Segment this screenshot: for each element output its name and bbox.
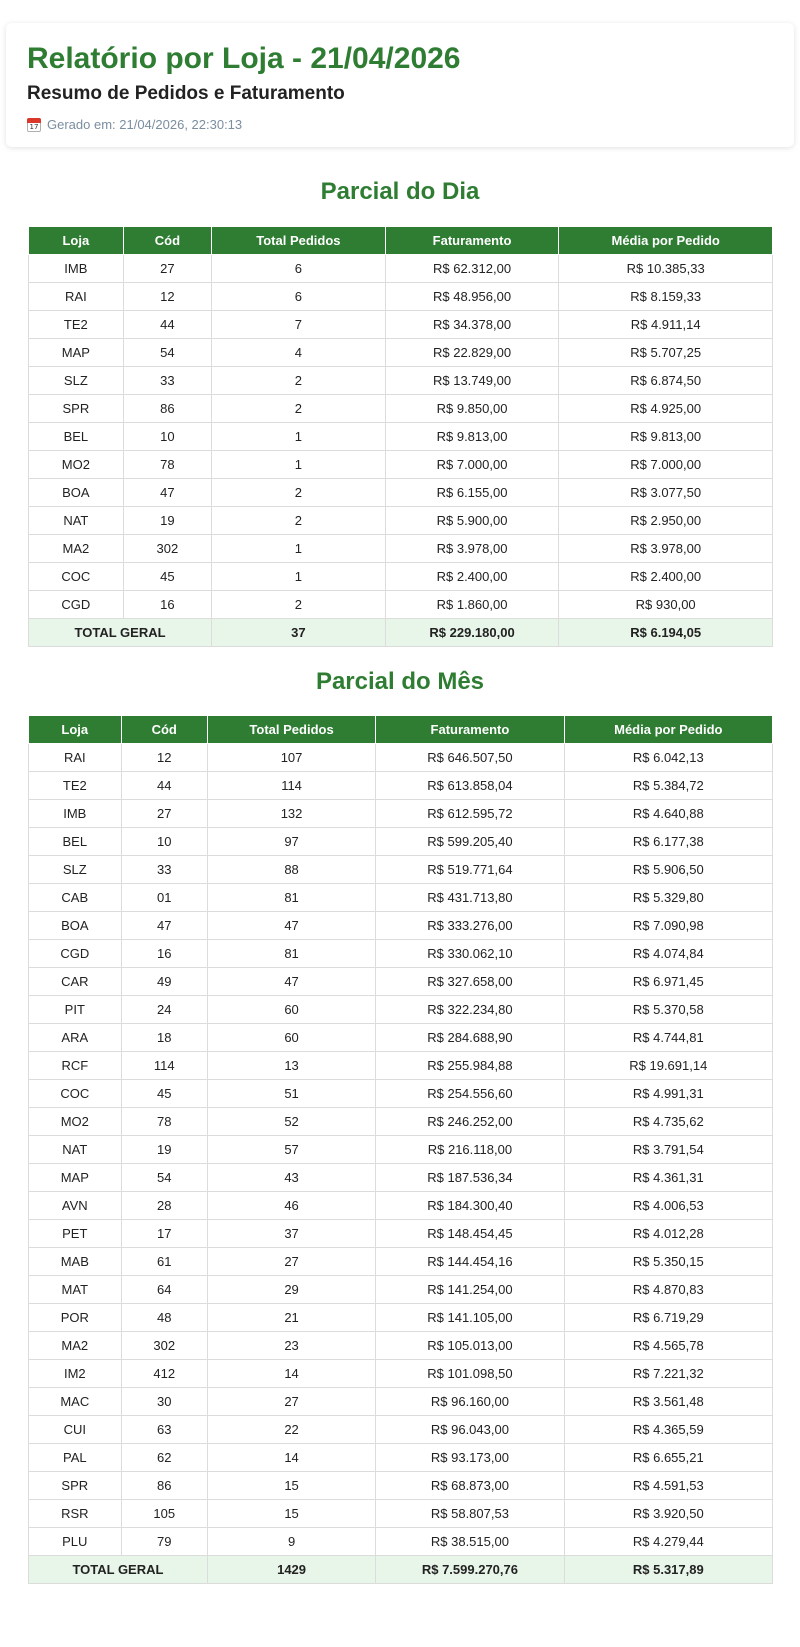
cell-cod: 54 — [123, 339, 211, 367]
cell-total-pedidos: 132 — [207, 800, 375, 828]
table-row — [29, 591, 773, 619]
cell-total-pedidos: 14 — [207, 1444, 375, 1472]
cell-faturamento: R$ 101.098,50 — [376, 1360, 564, 1388]
cell-total-pedidos: 46 — [207, 1192, 375, 1220]
cell-media: R$ 5.707,25 — [559, 339, 773, 367]
cell-total-pedidos: 9 — [207, 1528, 375, 1556]
cell-media: R$ 5.329,80 — [564, 884, 772, 912]
column-header-total-pedidos: Total Pedidos — [207, 716, 375, 744]
cell-faturamento: R$ 2.400,00 — [385, 563, 559, 591]
cell-media: R$ 7.090,98 — [564, 912, 772, 940]
cell-total-pedidos: 1 — [212, 563, 386, 591]
cell-loja: BOA — [29, 912, 122, 940]
cell-faturamento: R$ 5.900,00 — [385, 507, 559, 535]
cell-faturamento: R$ 105.013,00 — [376, 1332, 564, 1360]
table-row — [29, 1052, 773, 1080]
generated-text: Gerado em: 21/04/2026, 22:30:13 — [47, 117, 243, 132]
cell-loja: MA2 — [29, 1332, 122, 1360]
cell-cod: 302 — [121, 1332, 207, 1360]
cell-faturamento: R$ 148.454,45 — [376, 1220, 564, 1248]
cell-loja: CAB — [29, 884, 122, 912]
table-row — [29, 828, 773, 856]
cell-total-pedidos: 37 — [207, 1220, 375, 1248]
day-section-title: Parcial do Dia — [320, 178, 480, 205]
cell-media: R$ 4.279,44 — [564, 1528, 772, 1556]
total-pedidos: 37 — [212, 619, 386, 647]
column-header-media: Média por Pedido — [564, 716, 772, 744]
total-media: R$ 6.194,05 — [559, 619, 773, 647]
cell-media: R$ 8.159,33 — [559, 283, 773, 311]
cell-cod: 10 — [123, 423, 211, 451]
cell-loja: CGD — [29, 940, 122, 968]
cell-faturamento: R$ 68.873,00 — [376, 1472, 564, 1500]
cell-faturamento: R$ 184.300,40 — [376, 1192, 564, 1220]
cell-faturamento: R$ 216.118,00 — [376, 1136, 564, 1164]
table-row — [29, 1500, 773, 1528]
cell-faturamento: R$ 322.234,80 — [376, 996, 564, 1024]
table-row — [29, 535, 773, 563]
cell-cod: 105 — [121, 1500, 207, 1528]
table-row — [29, 1388, 773, 1416]
cell-faturamento: R$ 284.688,90 — [376, 1024, 564, 1052]
cell-total-pedidos: 81 — [207, 884, 375, 912]
month-section-title: Parcial do Mês — [315, 668, 485, 695]
cell-loja: BEL — [29, 828, 122, 856]
cell-loja: SLZ — [29, 367, 124, 395]
cell-media: R$ 6.042,13 — [564, 744, 772, 772]
cell-cod: 28 — [121, 1192, 207, 1220]
table-row — [29, 311, 773, 339]
cell-loja: RAI — [29, 283, 124, 311]
cell-faturamento: R$ 255.984,88 — [376, 1052, 564, 1080]
cell-total-pedidos: 114 — [207, 772, 375, 800]
column-header-total-pedidos: Total Pedidos — [212, 227, 386, 255]
table-row — [29, 996, 773, 1024]
cell-media: R$ 2.400,00 — [559, 563, 773, 591]
cell-media: R$ 4.365,59 — [564, 1416, 772, 1444]
cell-faturamento: R$ 96.160,00 — [376, 1388, 564, 1416]
cell-loja: MAC — [29, 1388, 122, 1416]
cell-media: R$ 5.906,50 — [564, 856, 772, 884]
cell-total-pedidos: 23 — [207, 1332, 375, 1360]
table-row — [29, 1108, 773, 1136]
total-row — [29, 619, 773, 647]
cell-cod: 16 — [121, 940, 207, 968]
cell-total-pedidos: 4 — [212, 339, 386, 367]
cell-cod: 86 — [121, 1472, 207, 1500]
cell-media: R$ 4.361,31 — [564, 1164, 772, 1192]
cell-loja: PIT — [29, 996, 122, 1024]
page-subtitle: Resumo de Pedidos e Faturamento — [27, 83, 345, 104]
table-row — [29, 1472, 773, 1500]
cell-loja: AVN — [29, 1192, 122, 1220]
cell-cod: 78 — [121, 1108, 207, 1136]
table-row — [29, 1276, 773, 1304]
cell-loja: MAB — [29, 1248, 122, 1276]
cell-loja: TE2 — [29, 772, 122, 800]
total-faturamento: R$ 7.599.270,76 — [376, 1556, 564, 1584]
table-row — [29, 1304, 773, 1332]
cell-cod: 48 — [121, 1304, 207, 1332]
month-table — [28, 715, 773, 1584]
cell-faturamento: R$ 58.807,53 — [376, 1500, 564, 1528]
table-row — [29, 940, 773, 968]
table-row — [29, 339, 773, 367]
cell-faturamento: R$ 9.850,00 — [385, 395, 559, 423]
cell-total-pedidos: 52 — [207, 1108, 375, 1136]
cell-media: R$ 9.813,00 — [559, 423, 773, 451]
cell-media: R$ 4.744,81 — [564, 1024, 772, 1052]
cell-faturamento: R$ 3.978,00 — [385, 535, 559, 563]
column-header-media: Média por Pedido — [559, 227, 773, 255]
cell-total-pedidos: 60 — [207, 996, 375, 1024]
cell-media: R$ 6.874,50 — [559, 367, 773, 395]
cell-faturamento: R$ 431.713,80 — [376, 884, 564, 912]
cell-cod: 12 — [123, 283, 211, 311]
cell-faturamento: R$ 62.312,00 — [385, 255, 559, 283]
cell-faturamento: R$ 187.536,34 — [376, 1164, 564, 1192]
total-faturamento: R$ 229.180,00 — [385, 619, 559, 647]
cell-media: R$ 4.591,53 — [564, 1472, 772, 1500]
cell-total-pedidos: 6 — [212, 255, 386, 283]
cell-total-pedidos: 47 — [207, 912, 375, 940]
cell-faturamento: R$ 333.276,00 — [376, 912, 564, 940]
cell-cod: 86 — [123, 395, 211, 423]
cell-total-pedidos: 2 — [212, 395, 386, 423]
column-header-loja: Loja — [29, 227, 124, 255]
cell-media: R$ 930,00 — [559, 591, 773, 619]
cell-loja: IM2 — [29, 1360, 122, 1388]
cell-total-pedidos: 51 — [207, 1080, 375, 1108]
cell-total-pedidos: 47 — [207, 968, 375, 996]
cell-media: R$ 3.978,00 — [559, 535, 773, 563]
cell-faturamento: R$ 613.858,04 — [376, 772, 564, 800]
table-row — [29, 1164, 773, 1192]
cell-cod: 19 — [121, 1136, 207, 1164]
cell-loja: PLU — [29, 1528, 122, 1556]
cell-cod: 10 — [121, 828, 207, 856]
cell-total-pedidos: 15 — [207, 1472, 375, 1500]
table-row — [29, 507, 773, 535]
cell-total-pedidos: 2 — [212, 507, 386, 535]
cell-media: R$ 4.006,53 — [564, 1192, 772, 1220]
cell-total-pedidos: 2 — [212, 591, 386, 619]
cell-total-pedidos: 22 — [207, 1416, 375, 1444]
cell-faturamento: R$ 93.173,00 — [376, 1444, 564, 1472]
cell-loja: BEL — [29, 423, 124, 451]
cell-cod: 64 — [121, 1276, 207, 1304]
cell-media: R$ 3.077,50 — [559, 479, 773, 507]
table-row — [29, 884, 773, 912]
cell-cod: 44 — [123, 311, 211, 339]
table-row — [29, 1136, 773, 1164]
cell-total-pedidos: 27 — [207, 1248, 375, 1276]
cell-cod: 17 — [121, 1220, 207, 1248]
cell-cod: 47 — [121, 912, 207, 940]
cell-media: R$ 6.971,45 — [564, 968, 772, 996]
table-row — [29, 367, 773, 395]
cell-media: R$ 10.385,33 — [559, 255, 773, 283]
cell-faturamento: R$ 519.771,64 — [376, 856, 564, 884]
table-row — [29, 744, 773, 772]
cell-loja: COC — [29, 1080, 122, 1108]
cell-total-pedidos: 1 — [212, 535, 386, 563]
cell-faturamento: R$ 34.378,00 — [385, 311, 559, 339]
cell-faturamento: R$ 6.155,00 — [385, 479, 559, 507]
cell-media: R$ 3.920,50 — [564, 1500, 772, 1528]
cell-media: R$ 5.350,15 — [564, 1248, 772, 1276]
cell-faturamento: R$ 48.956,00 — [385, 283, 559, 311]
cell-loja: MAP — [29, 1164, 122, 1192]
cell-loja: IMB — [29, 255, 124, 283]
cell-media: R$ 6.719,29 — [564, 1304, 772, 1332]
cell-media: R$ 4.991,31 — [564, 1080, 772, 1108]
cell-faturamento: R$ 246.252,00 — [376, 1108, 564, 1136]
table-row — [29, 395, 773, 423]
cell-loja: CUI — [29, 1416, 122, 1444]
cell-total-pedidos: 13 — [207, 1052, 375, 1080]
cell-loja: TE2 — [29, 311, 124, 339]
cell-cod: 01 — [121, 884, 207, 912]
cell-media: R$ 4.925,00 — [559, 395, 773, 423]
cell-media: R$ 4.012,28 — [564, 1220, 772, 1248]
cell-total-pedidos: 7 — [212, 311, 386, 339]
cell-cod: 302 — [123, 535, 211, 563]
cell-loja: MA2 — [29, 535, 124, 563]
cell-loja: PAL — [29, 1444, 122, 1472]
cell-loja: PET — [29, 1220, 122, 1248]
cell-total-pedidos: 14 — [207, 1360, 375, 1388]
cell-loja: NAT — [29, 1136, 122, 1164]
generated-timestamp — [27, 117, 773, 133]
total-media: R$ 5.317,89 — [564, 1556, 772, 1584]
cell-cod: 47 — [123, 479, 211, 507]
report-header — [6, 23, 794, 147]
cell-loja: RSR — [29, 1500, 122, 1528]
table-row — [29, 1220, 773, 1248]
cell-total-pedidos: 107 — [207, 744, 375, 772]
cell-faturamento: R$ 1.860,00 — [385, 591, 559, 619]
cell-cod: 79 — [121, 1528, 207, 1556]
cell-cod: 18 — [121, 1024, 207, 1052]
cell-total-pedidos: 81 — [207, 940, 375, 968]
cell-cod: 114 — [121, 1052, 207, 1080]
total-label: TOTAL GERAL — [29, 1556, 208, 1584]
cell-total-pedidos: 43 — [207, 1164, 375, 1192]
cell-media: R$ 7.221,32 — [564, 1360, 772, 1388]
table-row — [29, 1080, 773, 1108]
total-row — [29, 1556, 773, 1584]
table-row — [29, 800, 773, 828]
cell-loja: MO2 — [29, 1108, 122, 1136]
cell-faturamento: R$ 646.507,50 — [376, 744, 564, 772]
cell-faturamento: R$ 22.829,00 — [385, 339, 559, 367]
cell-cod: 49 — [121, 968, 207, 996]
cell-cod: 63 — [121, 1416, 207, 1444]
cell-media: R$ 4.565,78 — [564, 1332, 772, 1360]
cell-cod: 78 — [123, 451, 211, 479]
table-row — [29, 479, 773, 507]
cell-faturamento: R$ 96.043,00 — [376, 1416, 564, 1444]
cell-media: R$ 19.691,14 — [564, 1052, 772, 1080]
cell-loja: ARA — [29, 1024, 122, 1052]
cell-total-pedidos: 2 — [212, 479, 386, 507]
cell-faturamento: R$ 599.205,40 — [376, 828, 564, 856]
cell-total-pedidos: 60 — [207, 1024, 375, 1052]
cell-cod: 12 — [121, 744, 207, 772]
cell-cod: 30 — [121, 1388, 207, 1416]
cell-faturamento: R$ 612.595,72 — [376, 800, 564, 828]
cell-total-pedidos: 57 — [207, 1136, 375, 1164]
table-row — [29, 1528, 773, 1556]
cell-media: R$ 5.370,58 — [564, 996, 772, 1024]
table-row — [29, 1360, 773, 1388]
cell-cod: 54 — [121, 1164, 207, 1192]
cell-faturamento: R$ 144.454,16 — [376, 1248, 564, 1276]
cell-media: R$ 6.655,21 — [564, 1444, 772, 1472]
cell-cod: 44 — [121, 772, 207, 800]
column-header-loja: Loja — [29, 716, 122, 744]
cell-media: R$ 5.384,72 — [564, 772, 772, 800]
cell-faturamento: R$ 7.000,00 — [385, 451, 559, 479]
cell-cod: 45 — [121, 1080, 207, 1108]
cell-loja: SPR — [29, 1472, 122, 1500]
cell-cod: 45 — [123, 563, 211, 591]
table-row — [29, 283, 773, 311]
cell-loja: SPR — [29, 395, 124, 423]
cell-loja: BOA — [29, 479, 124, 507]
cell-total-pedidos: 2 — [212, 367, 386, 395]
table-row — [29, 772, 773, 800]
calendar-icon — [27, 118, 41, 132]
cell-media: R$ 2.950,00 — [559, 507, 773, 535]
cell-loja: MO2 — [29, 451, 124, 479]
cell-total-pedidos: 15 — [207, 1500, 375, 1528]
total-label: TOTAL GERAL — [29, 619, 212, 647]
cell-media: R$ 4.870,83 — [564, 1276, 772, 1304]
cell-loja: POR — [29, 1304, 122, 1332]
table-row — [29, 423, 773, 451]
cell-faturamento: R$ 141.105,00 — [376, 1304, 564, 1332]
column-header-faturamento: Faturamento — [385, 227, 559, 255]
cell-total-pedidos: 21 — [207, 1304, 375, 1332]
cell-loja: MAP — [29, 339, 124, 367]
cell-total-pedidos: 97 — [207, 828, 375, 856]
cell-media: R$ 3.561,48 — [564, 1388, 772, 1416]
table-row — [29, 1444, 773, 1472]
cell-faturamento: R$ 141.254,00 — [376, 1276, 564, 1304]
cell-cod: 27 — [123, 255, 211, 283]
cell-total-pedidos: 1 — [212, 423, 386, 451]
table-row — [29, 563, 773, 591]
cell-loja: SLZ — [29, 856, 122, 884]
table-row — [29, 968, 773, 996]
cell-media: R$ 7.000,00 — [559, 451, 773, 479]
cell-faturamento: R$ 38.515,00 — [376, 1528, 564, 1556]
table-row — [29, 1024, 773, 1052]
cell-faturamento: R$ 9.813,00 — [385, 423, 559, 451]
table-row — [29, 856, 773, 884]
cell-media: R$ 4.911,14 — [559, 311, 773, 339]
cell-loja: RCF — [29, 1052, 122, 1080]
cell-loja: MAT — [29, 1276, 122, 1304]
cell-loja: RAI — [29, 744, 122, 772]
cell-cod: 412 — [121, 1360, 207, 1388]
cell-cod: 27 — [121, 800, 207, 828]
cell-cod: 33 — [121, 856, 207, 884]
cell-media: R$ 4.074,84 — [564, 940, 772, 968]
cell-cod: 16 — [123, 591, 211, 619]
cell-loja: CAR — [29, 968, 122, 996]
cell-cod: 19 — [123, 507, 211, 535]
cell-faturamento: R$ 327.658,00 — [376, 968, 564, 996]
column-header-cod: Cód — [123, 227, 211, 255]
cell-cod: 24 — [121, 996, 207, 1024]
table-row — [29, 451, 773, 479]
table-row — [29, 255, 773, 283]
column-header-faturamento: Faturamento — [376, 716, 564, 744]
table-row — [29, 1416, 773, 1444]
table-row — [29, 1332, 773, 1360]
cell-total-pedidos: 88 — [207, 856, 375, 884]
day-table — [28, 226, 773, 647]
cell-loja: IMB — [29, 800, 122, 828]
cell-faturamento: R$ 13.749,00 — [385, 367, 559, 395]
cell-loja: CGD — [29, 591, 124, 619]
page-title: Relatório por Loja - 21/04/2026 — [27, 42, 461, 75]
table-row — [29, 912, 773, 940]
table-row — [29, 1192, 773, 1220]
cell-loja: NAT — [29, 507, 124, 535]
cell-loja: COC — [29, 563, 124, 591]
cell-media: R$ 4.640,88 — [564, 800, 772, 828]
cell-media: R$ 3.791,54 — [564, 1136, 772, 1164]
cell-media: R$ 6.177,38 — [564, 828, 772, 856]
cell-total-pedidos: 1 — [212, 451, 386, 479]
cell-cod: 61 — [121, 1248, 207, 1276]
total-pedidos: 1429 — [207, 1556, 375, 1584]
cell-total-pedidos: 6 — [212, 283, 386, 311]
cell-cod: 62 — [121, 1444, 207, 1472]
cell-faturamento: R$ 330.062,10 — [376, 940, 564, 968]
cell-faturamento: R$ 254.556,60 — [376, 1080, 564, 1108]
cell-media: R$ 4.735,62 — [564, 1108, 772, 1136]
table-row — [29, 1248, 773, 1276]
table-header-row — [29, 227, 773, 255]
cell-cod: 33 — [123, 367, 211, 395]
column-header-cod: Cód — [121, 716, 207, 744]
table-header-row — [29, 716, 773, 744]
cell-total-pedidos: 29 — [207, 1276, 375, 1304]
cell-total-pedidos: 27 — [207, 1388, 375, 1416]
